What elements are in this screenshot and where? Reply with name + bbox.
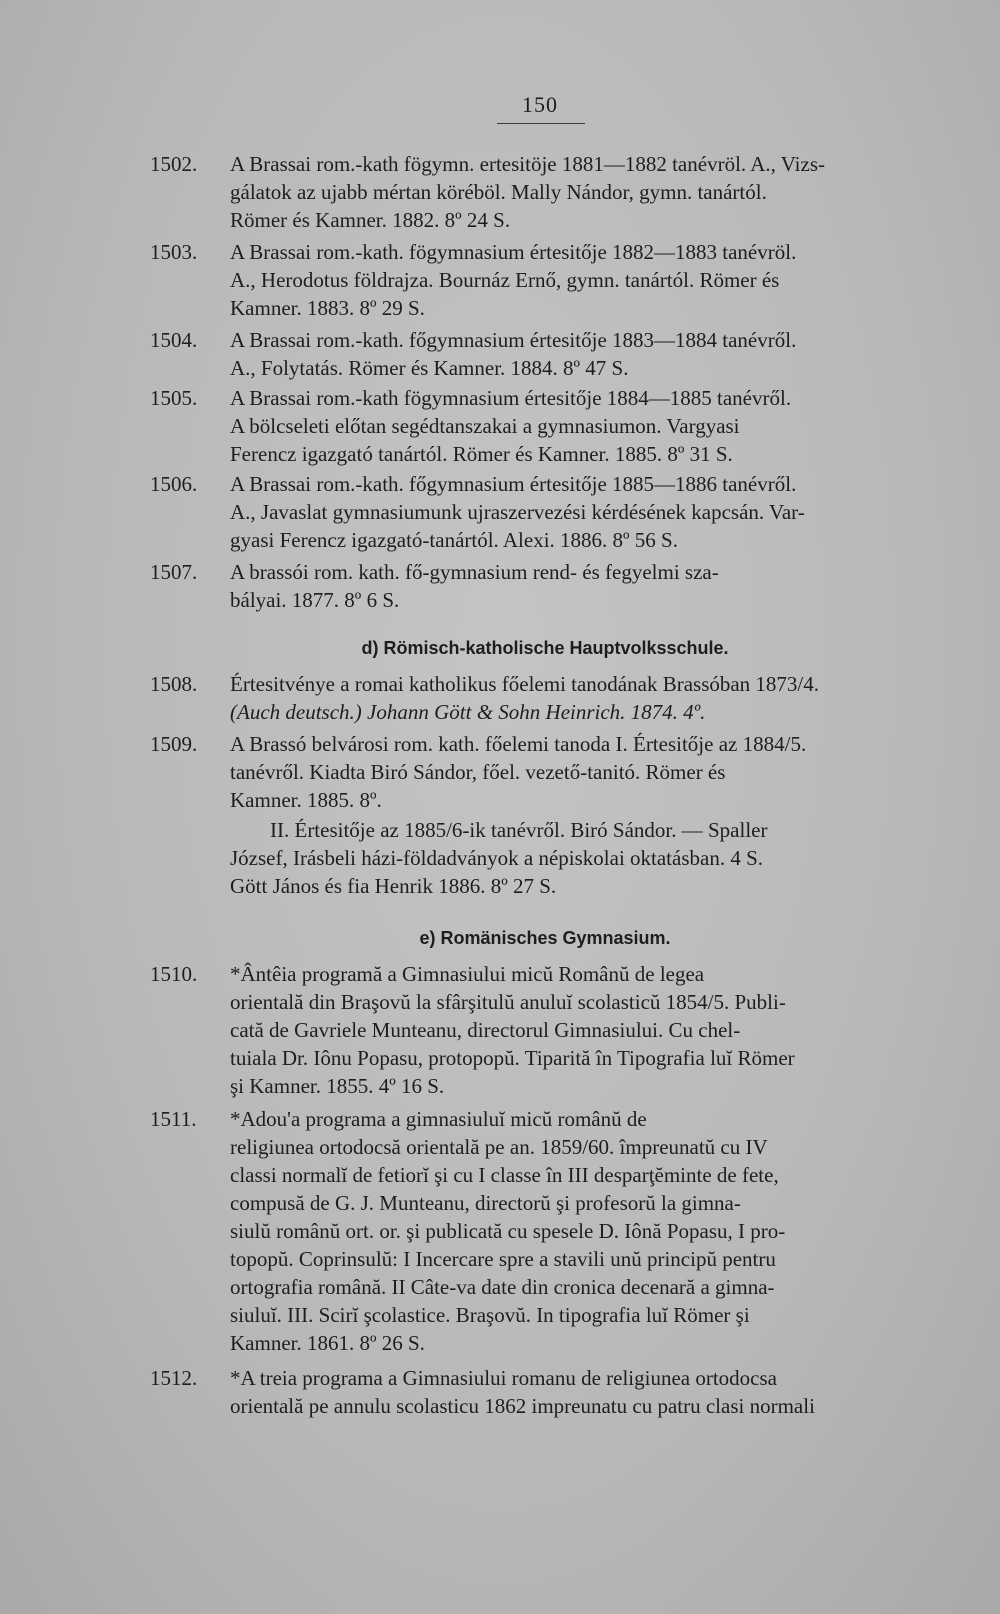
entry-1509 <box>150 730 940 814</box>
entry-number: 1512. <box>150 1366 198 1390</box>
entry-line: *Adou'a programa a gimnasiuluĭ micŭ românŭ de <box>230 1107 647 1131</box>
entry-line: tanévről. Kiadta Biró Sándor, főel. vezető-tanitó. Römer és <box>230 760 726 784</box>
entry-text <box>230 470 940 554</box>
entry-line: religiunea ortodocsă orientală pe an. 1859/60. împreunatŭ cu IV <box>230 1135 768 1159</box>
entry-line: Römer és Kamner. 1882. 8º 24 S. <box>230 208 511 232</box>
entry-line: A., Herodotus földrajza. Bournáz Ernő, gymn. tanártól. Römer és <box>230 268 780 292</box>
entry-line: *A treia programa a Gimnasiului romanu de religiunea ortodocsa <box>230 1366 777 1390</box>
entry-line: tuiala Dr. Iônu Popasu, protopopŭ. Tiparită în Tipografia luĭ Römer <box>230 1046 795 1070</box>
entry-line: A Brassai rom.-kath. fögymnasium értesitője 1882—1883 tanévröl. <box>230 240 797 264</box>
entry-1503 <box>150 238 940 322</box>
entry-line: gálatok az ujabb mértan köréböl. Mally Nándor, gymn. tanártól. <box>230 180 767 204</box>
entry-line: gyasi Ferencz igazgató-tanártól. Alexi. 1886. 8º 56 S. <box>230 528 678 552</box>
entry-text <box>230 960 940 1100</box>
entry-number: 1504. <box>150 328 198 352</box>
entry-line: bályai. 1877. 8º 6 S. <box>230 588 400 612</box>
entry-line: siuluĭ. III. Scirĭ şcolastice. Braşovŭ. In tipografia luĭ Römer şi <box>230 1303 750 1327</box>
entry-text <box>230 150 940 234</box>
entry-line: Értesitvénye a romai katholikus főelemi tanodának Brassóban 1873/4. <box>230 672 820 696</box>
entry-line: A Brassó belvárosi rom. kath. főelemi tanoda I. Értesitője az 1884/5. <box>230 732 807 756</box>
entry-line: compusă de G. J. Munteanu, directorŭ şi profesorŭ la gimna- <box>230 1191 741 1215</box>
entry-1512 <box>150 1364 940 1420</box>
entry-text <box>230 816 940 900</box>
entry-line: Kamner. 1861. 8º 26 S. <box>230 1331 425 1355</box>
entry-number: 1507. <box>150 560 198 584</box>
entry-text <box>230 1364 940 1420</box>
entry-line: siulŭ românŭ ort. or. şi publicată cu spesele D. Iônă Popasu, I pro- <box>230 1219 786 1243</box>
entry-number: 1505. <box>150 386 198 410</box>
entry-number: 1502. <box>150 152 198 176</box>
entry-1504 <box>150 326 940 382</box>
entry-line: cată de Gavriele Munteanu, directorul Gimnasiului. Cu chel- <box>230 1018 741 1042</box>
entry-1510 <box>150 960 940 1100</box>
entry-line: Gött János és fia Henrik 1886. 8º 27 S. <box>230 874 557 898</box>
entry-line: ortografia română. II Câte-va date din cronica decenară a gimna- <box>230 1275 775 1299</box>
entry-number: 1506. <box>150 472 198 496</box>
entry-number: 1509. <box>150 732 198 756</box>
entry-line: A Brassai rom.-kath fögymnasium értesitője 1884—1885 tanévről. <box>230 386 792 410</box>
entry-text <box>230 238 940 322</box>
entry-line: Ferencz igazgató tanártól. Römer és Kamner. 1885. 8º 31 S. <box>230 442 733 466</box>
page-number: 150 <box>522 92 558 117</box>
entry-1502 <box>150 150 940 234</box>
entry-text <box>230 670 940 726</box>
entry-line: A Brassai rom.-kath fögymn. ertesitöje 1881—1882 tanévröl. A., Vizs- <box>230 152 826 176</box>
entry-line: József, Irásbeli házi-földadványok a népiskolai oktatásban. 4 S. <box>230 846 764 870</box>
entry-line: orientală din Braşovŭ la sfârşitulŭ anuluĭ scolasticŭ 1854/5. Publi- <box>230 990 786 1014</box>
entry-text <box>230 558 940 614</box>
entry-1511 <box>150 1105 940 1357</box>
entry-number: 1510. <box>150 962 198 986</box>
entry-line: A Brassai rom.-kath. főgymnasium értesitője 1885—1886 tanévről. <box>230 472 797 496</box>
section-heading-d: d) Römisch-katholische Hauptvolksschule. <box>361 638 729 658</box>
section-heading-e: e) Romänisches Gymnasium. <box>419 928 671 948</box>
entry-number: 1508. <box>150 672 198 696</box>
entry-line: A., Folytatás. Römer és Kamner. 1884. 8º 47 S. <box>230 356 629 380</box>
entry-line: A brassói rom. kath. fő-gymnasium rend- és fegyelmi sza- <box>230 560 719 584</box>
entry-1506 <box>150 470 940 554</box>
entry-line: classi normalĭ de fetiorĭ şi cu I classe în III desparţĕminte de fete, <box>230 1163 779 1187</box>
entry-line: şi Kamner. 1855. 4º 16 S. <box>230 1074 445 1098</box>
entry-line: A., Javaslat gymnasiumunk ujraszervezési kérdésének kapcsán. Var- <box>230 500 805 524</box>
entry-text <box>230 384 940 468</box>
page-number-rule <box>497 123 585 124</box>
entry-1505 <box>150 384 940 468</box>
entry-text <box>230 1105 940 1357</box>
entry-line: Kamner. 1883. 8º 29 S. <box>230 296 425 320</box>
entry-text <box>230 730 940 814</box>
entry-line: topopŭ. Coprinsulŭ: I Incercare spre a stavili unŭ principŭ pentru <box>230 1247 776 1271</box>
entry-1507 <box>150 558 940 614</box>
entry-line: A Brassai rom.-kath. főgymnasium értesitője 1883—1884 tanévről. <box>230 328 797 352</box>
entry-line: orientală pe annulu scolasticu 1862 impreunatu cu patru clasi normali <box>230 1394 815 1418</box>
entry-number: 1511. <box>150 1107 197 1131</box>
entry-line: A bölcseleti előtan segédtanszakai a gymnasiumon. Vargyasi <box>230 414 740 438</box>
entry-1508 <box>150 670 940 726</box>
entry-line: (Auch deutsch.) Johann Gött & Sohn Heinrich. 1874. 4º. <box>230 700 706 724</box>
entry-number: 1503. <box>150 240 198 264</box>
entry-line: II. Értesitője az 1885/6-ik tanévről. Biró Sándor. — Spaller <box>270 818 768 842</box>
entry-1509-part-2 <box>150 816 940 900</box>
entry-text <box>230 326 940 382</box>
entry-line: Kamner. 1885. 8º. <box>230 788 382 812</box>
entry-line: *Ântêia programă a Gimnasiului micŭ Românŭ de legea <box>230 962 705 986</box>
